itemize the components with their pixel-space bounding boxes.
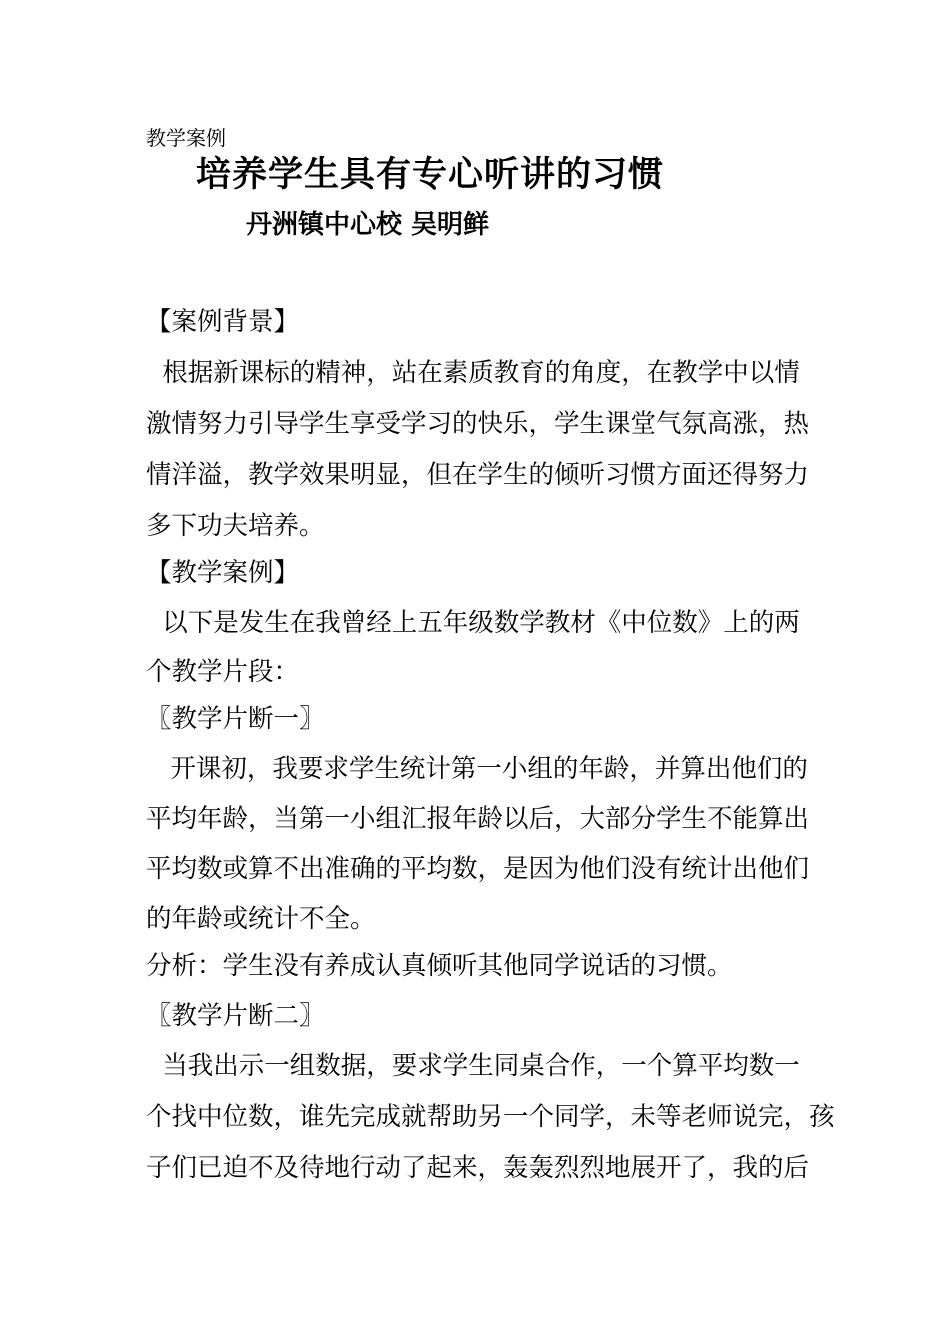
paragraph-line: 激情努力引导学生享受学习的快乐，学生课堂气氛高涨，热 xyxy=(146,409,810,439)
paragraph-line: 多下功夫培养。 xyxy=(146,511,325,541)
author-line: 丹洲镇中心校 吴明鲜 xyxy=(246,210,490,240)
fragment-heading-one: 〖教学片断一〗 xyxy=(146,704,325,734)
paragraph-line: 平均年龄，当第一小组汇报年龄以后，大部分学生不能算出 xyxy=(146,804,810,834)
paragraph-line: 子们已迫不及待地行动了起来，轰轰烈烈地展开了，我的后 xyxy=(146,1153,810,1183)
paragraph-line: 平均数或算不出准确的平均数，是因为他们没有统计出他们 xyxy=(146,854,810,884)
paragraph-line: 个教学片段： xyxy=(146,657,300,687)
category-label: 教学案例 xyxy=(146,126,226,150)
paragraph-line: 的年龄或统计不全。 xyxy=(146,904,376,934)
paragraph-line: 个找中位数，谁先完成就帮助另一个同学，未等老师说完，孩 xyxy=(146,1102,835,1132)
paragraph-line: 开课初，我要求学生统计第一小组的年龄，并算出他们的 xyxy=(146,754,808,784)
paragraph-line: 以下是发生在我曾经上五年级数学教材《中位数》上的两 xyxy=(146,608,800,638)
analysis-line: 分析：学生没有养成认真倾听其他同学说话的习惯。 xyxy=(146,951,733,981)
document-title: 培养学生具有专心听讲的习惯 xyxy=(196,155,665,195)
paragraph-line: 根据新课标的精神，站在素质教育的角度，在教学中以情 xyxy=(146,358,800,388)
paragraph-line: 当我出示一组数据，要求学生同桌合作，一个算平均数一 xyxy=(146,1051,800,1081)
section-heading-background: 【案例背景】 xyxy=(146,307,300,337)
fragment-heading-two: 〖教学片断二〗 xyxy=(146,1001,325,1031)
section-heading-case: 【教学案例】 xyxy=(146,558,300,588)
paragraph-line: 情洋溢，教学效果明显，但在学生的倾听习惯方面还得努力 xyxy=(146,460,810,490)
